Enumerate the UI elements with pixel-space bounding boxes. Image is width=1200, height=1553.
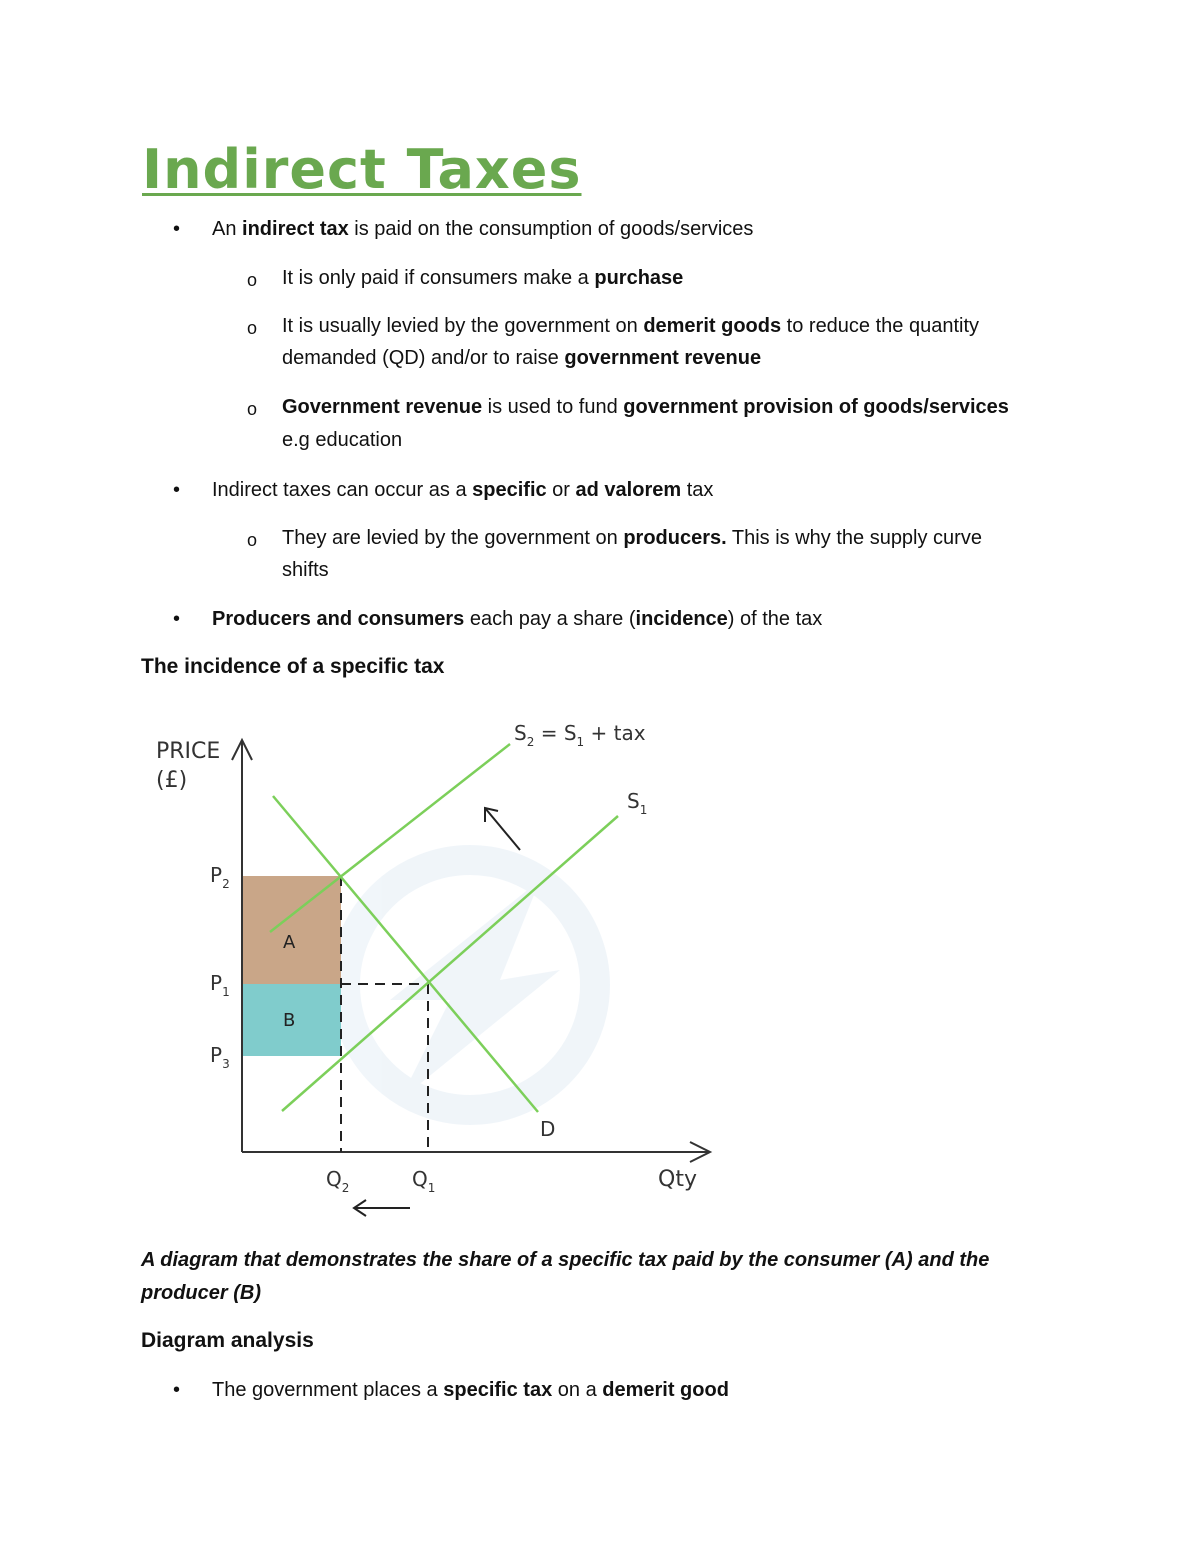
shift-arrow-icon — [485, 808, 520, 850]
list-item-continuation: shifts — [282, 559, 329, 581]
sub-bullet-icon: o — [247, 399, 258, 419]
qty-label-q1: $Q_1$ — [412, 1167, 436, 1195]
list-item: Government revenue is used to fund government provision of goods/services — [282, 396, 1009, 418]
list-item-continuation: demanded (QD) and/or to raise government revenue — [282, 347, 762, 369]
sub-bullet-icon: o — [247, 318, 258, 338]
price-label-p2: $P_2$ — [210, 863, 230, 891]
area-label-b: B — [283, 1010, 296, 1031]
sub-bullet-icon: o — [247, 530, 258, 550]
list-item: Indirect taxes can occur as a specific or ad valorem tax — [212, 479, 714, 501]
section-heading: The incidence of a specific tax — [141, 655, 445, 678]
list-item: The government places a specific tax on a demerit good — [212, 1379, 729, 1401]
specific-tax-diagram — [140, 700, 740, 1230]
list-item: It is only paid if consumers make a purchase — [282, 267, 684, 289]
area-label-a: A — [283, 932, 296, 953]
bullet-icon: • — [173, 1379, 181, 1401]
curve-label-d: D — [540, 1117, 556, 1141]
area-a — [242, 876, 341, 984]
list-item: Producers and consumers each pay a share (incidence) of the tax — [212, 608, 823, 630]
list-item: It is usually levied by the government on demerit goods to reduce the quantity — [282, 315, 980, 337]
bullet-icon: • — [173, 479, 181, 501]
bullet-icon: • — [173, 218, 181, 240]
curve-label-s2: $S_2 = S_1$ + tax — [514, 721, 646, 749]
bullet-icon: • — [173, 608, 181, 630]
curve-label-s1: $S_1$ — [627, 789, 648, 817]
analysis-heading: Diagram analysis — [141, 1329, 314, 1352]
price-label-p1: $P_1$ — [210, 971, 230, 999]
list-item: An indirect tax is paid on the consumption of goods/services — [212, 218, 754, 240]
price-label-p3: $P_3$ — [210, 1043, 230, 1071]
y-axis-unit-label: (£) — [156, 768, 188, 793]
list-item-continuation: e.g education — [282, 429, 403, 451]
y-axis-label: PRICE — [156, 739, 221, 764]
qty-label-q2: $Q_2$ — [326, 1167, 350, 1195]
x-axis-label: Qty — [658, 1167, 697, 1192]
figure-caption: A diagram that demonstrates the share of a specific tax paid by the consumer (A) and the producer (B) — [141, 1249, 990, 1304]
page-title: Indirect Taxes — [142, 138, 582, 201]
list-item: They are levied by the government on producers. This is why the supply curve — [282, 527, 982, 549]
sub-bullet-icon: o — [247, 270, 258, 290]
